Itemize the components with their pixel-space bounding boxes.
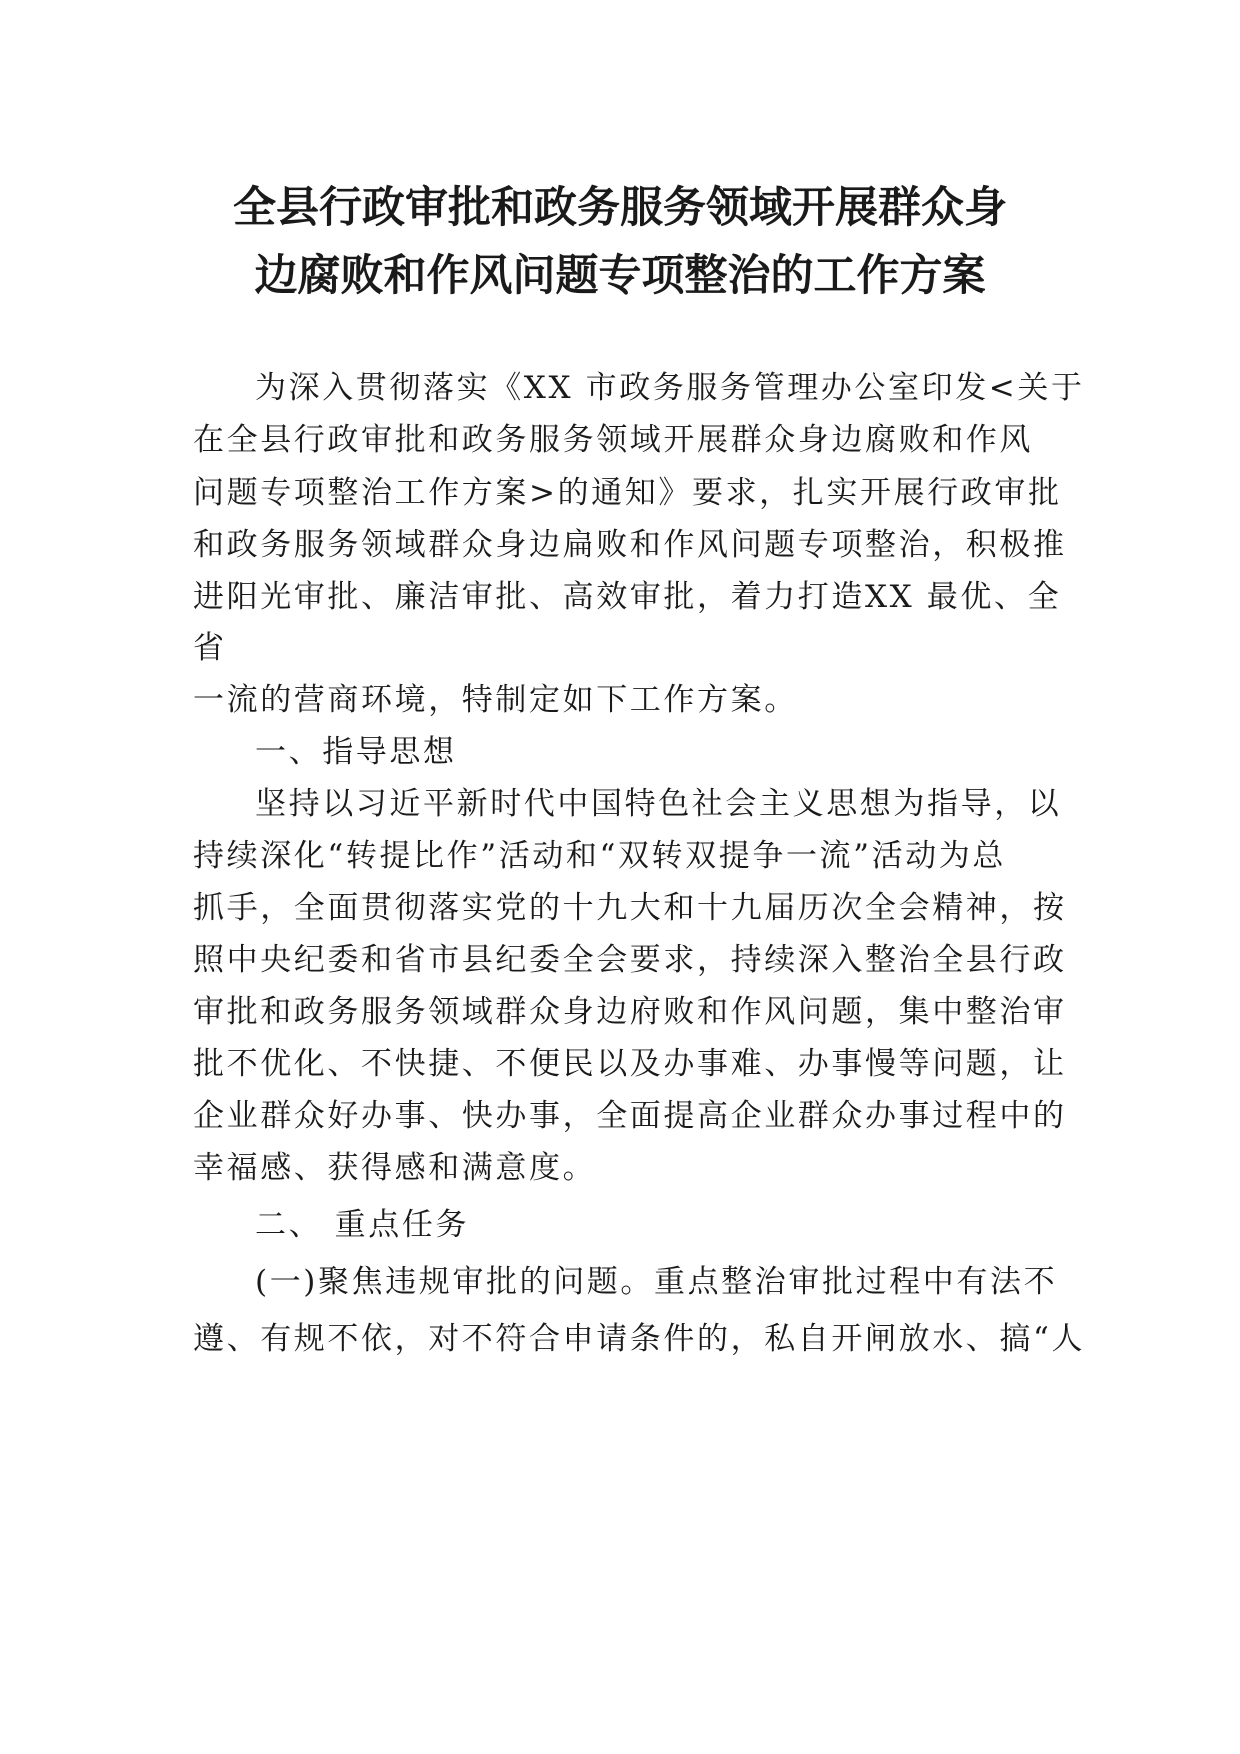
section-heading: 二、 重点任务 — [255, 1207, 470, 1243]
body-text-line: 和政务服务领域群众身边扁败和作风问题专项整治，积极推 — [193, 527, 1067, 563]
body-text-line: 幸福感、获得感和满意度。 — [193, 1150, 597, 1186]
body-text-line: 批不优化、不快捷、不便民以及办事难、办事慢等问题，让 — [193, 1046, 1067, 1082]
body-text-line: 问题专项整治工作方案>的通知》要求，扎实开展行政审批 — [193, 475, 1062, 511]
body-text-line: 遵、有规不依，对不符合申请条件的，私自开闸放水、搞“人 — [193, 1321, 1086, 1357]
body-text-line: 坚持以习近平新时代中国特色社会主义思想为指导，以 — [255, 786, 1062, 822]
body-text-line: 审批和政务服务领域群众身边府败和作风问题，集中整治审 — [193, 994, 1067, 1030]
body-text-line: 为深入贯彻落实《XX 市政务服务管理办公室印发<关于 — [255, 370, 1085, 406]
body-text-line: 照中央纪委和省市县纪委全会要求，持续深入整治全县行政 — [193, 942, 1067, 978]
body-text-line: 抓手，全面贯彻落实党的十九大和十九届历次全会精神，按 — [193, 890, 1067, 926]
section-heading: 一、指导思想 — [255, 734, 457, 770]
document-title-line-2: 边腐败和作风问题专项整治的工作方案 — [254, 251, 986, 301]
body-text-line: 省 — [193, 630, 227, 666]
body-text-line: 持续深化“转提比作”活动和“双转双提争一流”活动为总 — [193, 838, 1006, 874]
body-text-line: (一)聚焦违规审批的问题。重点整治审批过程中有法不 — [255, 1264, 1058, 1300]
body-text-line: 企业群众好办事、快办事，全面提高企业群众办事过程中的 — [193, 1098, 1067, 1134]
body-text-line: 在全县行政审批和政务服务领域开展群众身边腐败和作风 — [193, 422, 1033, 458]
body-text-line: 进阳光审批、廉洁审批、高效审批，着力打造XX 最优、全 — [193, 579, 1062, 615]
body-text-line: 一流的营商环境，特制定如下工作方案。 — [193, 682, 798, 718]
document-title-line-1: 全县行政审批和政务服务领域开展群众身 — [233, 183, 1007, 233]
